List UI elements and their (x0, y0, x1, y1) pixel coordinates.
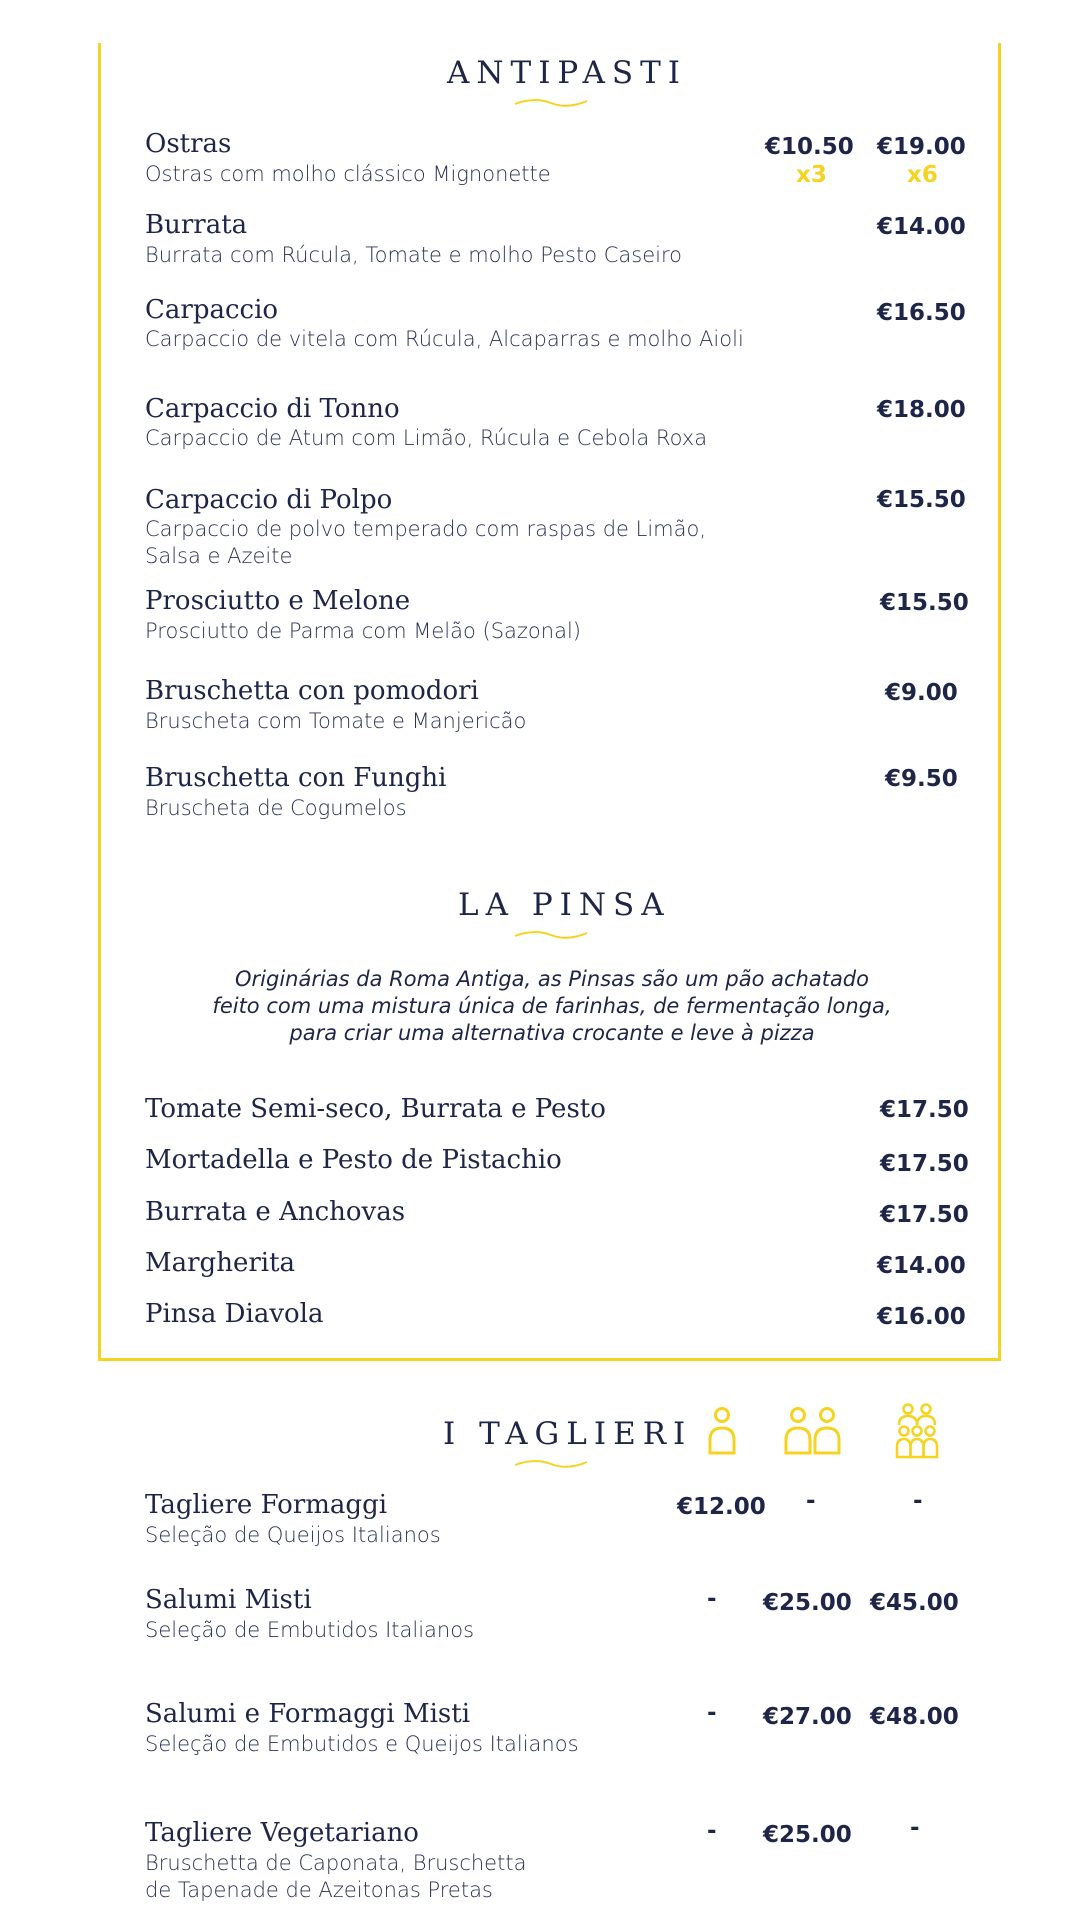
ornament-swirl-icon (513, 930, 589, 940)
taglieri-heading: I TAGLIERI (443, 1416, 693, 1452)
ornament-swirl-icon (513, 98, 589, 108)
menu-item-desc: Prosciutto de Parma com Melão (Sazonal) (145, 619, 581, 643)
menu-item-desc: Bruschetta de Caponata, Bruschetta (145, 1851, 527, 1875)
pinsa-intro-line: Originárias da Roma Antiga, as Pinsas são um pão achatado (235, 967, 869, 991)
menu-item-name: Carpaccio (145, 295, 279, 325)
menu-item-qty: x6 (907, 162, 938, 188)
menu-item-name: Salumi e Formaggi Misti (145, 1699, 471, 1729)
two-people-icon (783, 1406, 843, 1456)
price-two-people: €27.00 (763, 1704, 852, 1730)
price-group: - (910, 1815, 920, 1841)
menu-item-price: €14.00 (877, 1253, 966, 1279)
menu-item-name: Prosciutto e Melone (145, 586, 411, 616)
menu-item-price: €16.50 (877, 300, 966, 326)
one-person-icon (706, 1406, 738, 1456)
menu-item-desc: Ostras com molho clássico Mignonette (145, 162, 551, 186)
menu-item-price: €14.00 (877, 214, 966, 240)
price-one-person: - (707, 1586, 717, 1612)
ornament-swirl-icon (513, 1459, 589, 1469)
menu-item-name: Carpaccio di Tonno (145, 394, 400, 424)
price-group: €48.00 (870, 1704, 959, 1730)
menu-item-price: €16.00 (877, 1304, 966, 1330)
menu-item-desc: Seleção de Embutidos e Queijos Italianos (145, 1732, 579, 1756)
price-two-people: €25.00 (763, 1822, 852, 1848)
pinsa-heading: LA PINSA (458, 887, 671, 923)
menu-item-name: Tagliere Formaggi (145, 1490, 388, 1520)
menu-item-desc: Burrata com Rúcula, Tomate e molho Pesto Caseiro (145, 243, 682, 267)
menu-item-price: €10.50 (765, 134, 854, 160)
pinsa-intro-line: para criar uma alternativa crocante e leve à pizza (289, 1021, 815, 1045)
price-one-person: - (707, 1700, 717, 1726)
menu-item-desc: Seleção de Queijos Italianos (145, 1523, 441, 1547)
menu-item-price: €15.50 (880, 590, 969, 616)
pinsa-intro-line: feito com uma mistura única de farinhas, de fermentação longa, (212, 994, 892, 1018)
menu-item-price: €9.50 (885, 766, 958, 792)
menu-item-desc: Salsa e Azeite (145, 544, 293, 568)
menu-item-desc: Carpaccio de Atum com Limão, Rúcula e Cebola Roxa (145, 426, 708, 450)
menu-item-desc: Carpaccio de vitela com Rúcula, Alcaparras e molho Aioli (145, 327, 744, 351)
price-group: - (913, 1488, 923, 1514)
menu-item-name: Ostras (145, 129, 232, 159)
group-people-icon (895, 1403, 939, 1459)
antipasti-heading: ANTIPASTI (447, 55, 687, 91)
price-one-person: - (707, 1818, 717, 1844)
menu-item-name: Burrata (145, 210, 248, 240)
menu-item-price: €17.50 (880, 1097, 969, 1123)
price-one-person: €12.00 (677, 1494, 766, 1520)
menu-item-price: €19.00 (877, 134, 966, 160)
menu-item-desc: Bruscheta de Cogumelos (145, 796, 407, 820)
price-two-people: - (806, 1488, 816, 1514)
menu-item-price: €17.50 (880, 1151, 969, 1177)
menu-item-name: Tagliere Vegetariano (145, 1818, 419, 1848)
menu-item-name: Margherita (145, 1248, 296, 1278)
menu-item-qty: x3 (796, 162, 827, 188)
menu-item-price: €18.00 (877, 397, 966, 423)
menu-item-price: €9.00 (885, 680, 958, 706)
price-two-people: €25.00 (763, 1590, 852, 1616)
menu-item-price: €15.50 (877, 487, 966, 513)
menu-item-name: Carpaccio di Polpo (145, 485, 393, 515)
price-group: €45.00 (870, 1590, 959, 1616)
menu-item-desc: Seleção de Embutidos Italianos (145, 1618, 475, 1642)
menu-item-desc: Bruscheta com Tomate e Manjericão (145, 709, 527, 733)
menu-item-desc: Carpaccio de polvo temperado com raspas de Limão, (145, 517, 707, 541)
menu-item-name: Bruschetta con pomodori (145, 676, 479, 706)
menu-item-name: Mortadella e Pesto de Pistachio (145, 1145, 562, 1175)
menu-item-name: Pinsa Diavola (145, 1299, 324, 1329)
menu-item-name: Burrata e Anchovas (145, 1197, 406, 1227)
menu-item-name: Bruschetta con Funghi (145, 763, 447, 793)
menu-item-name: Tomate Semi-seco, Burrata e Pesto (145, 1094, 606, 1124)
menu-item-name: Salumi Misti (145, 1585, 312, 1615)
menu-item-desc: de Tapenade de Azeitonas Pretas (145, 1878, 493, 1902)
menu-item-price: €17.50 (880, 1202, 969, 1228)
